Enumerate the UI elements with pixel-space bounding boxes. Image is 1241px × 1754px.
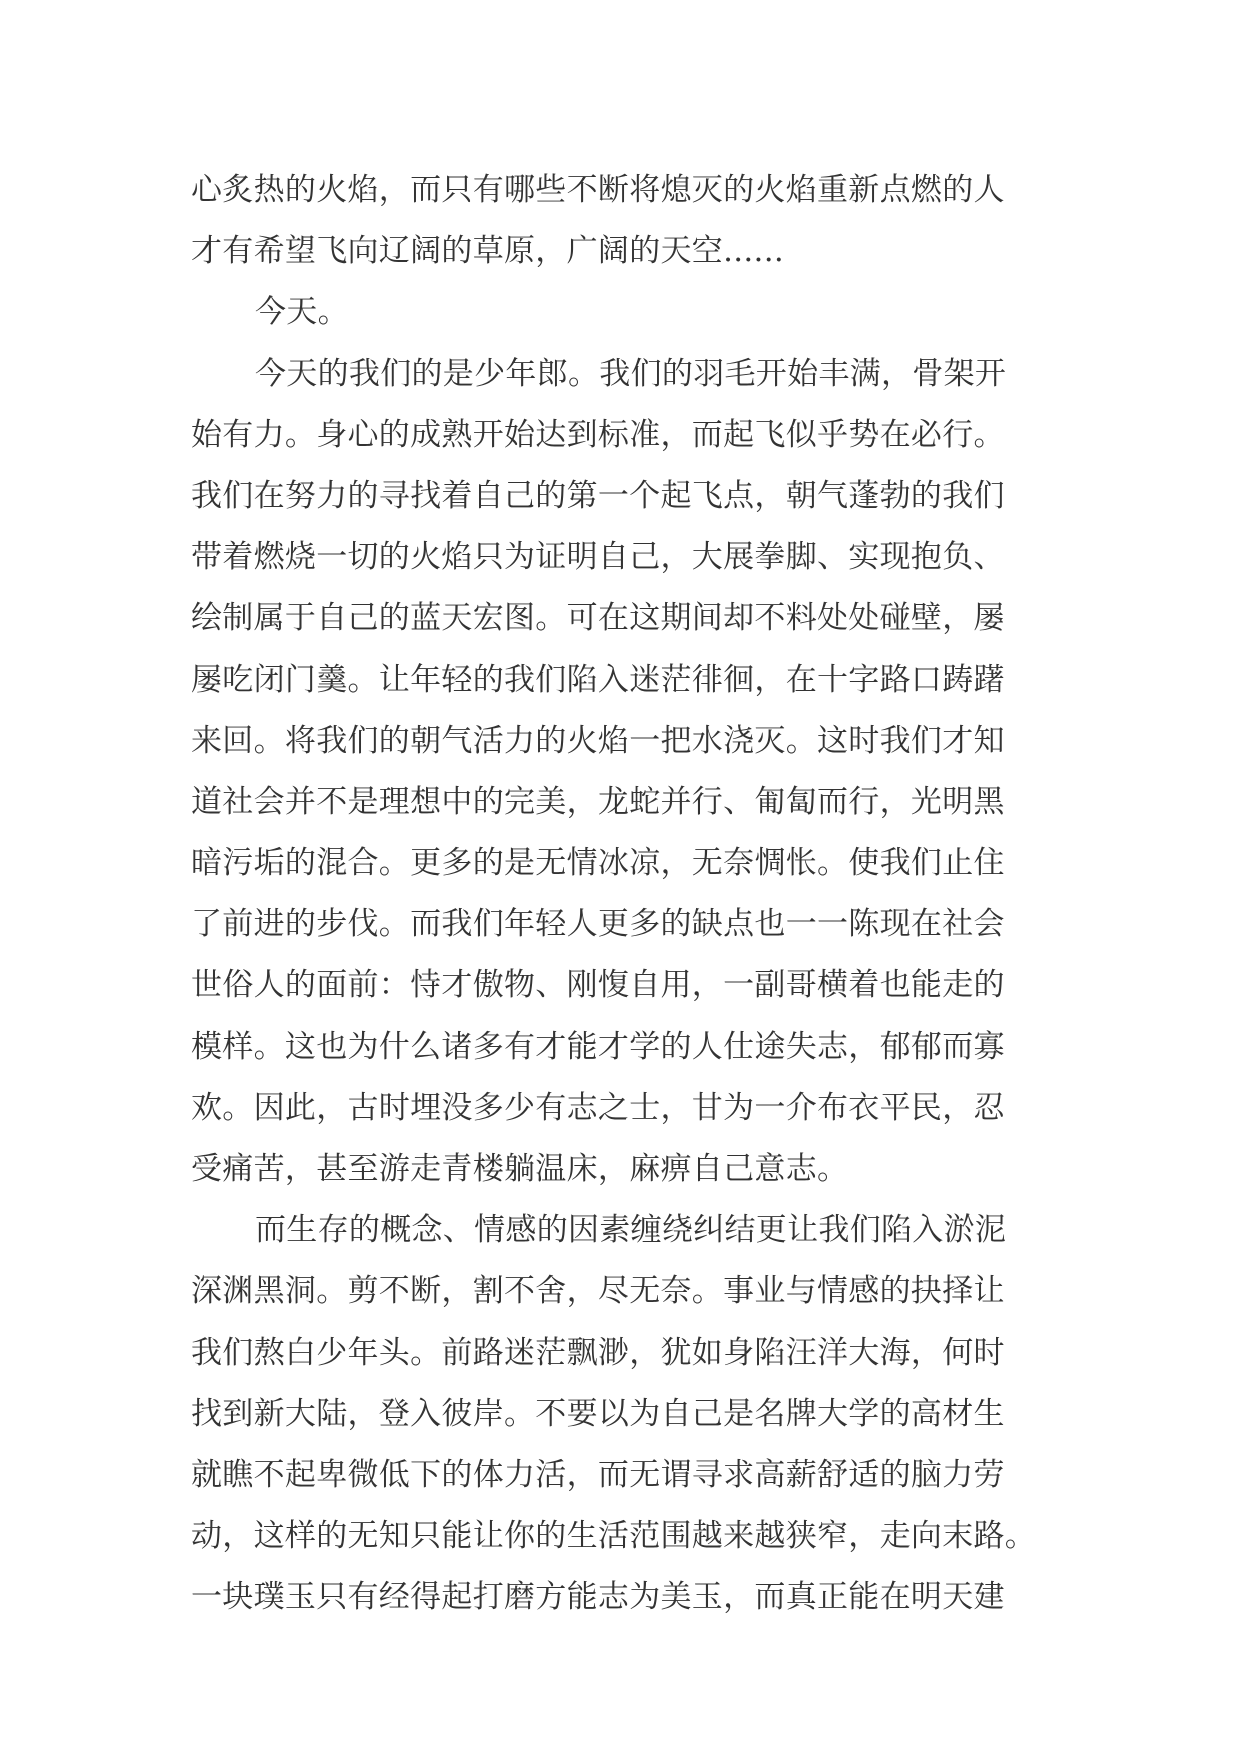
text-line: 世俗人的面前：恃才傲物、刚愎自用，一副哥横着也能走的 (191, 967, 1005, 1004)
text-line: 就瞧不起卑微低下的体力活，而无谓寻求高薪舒适的脑力劳 (191, 1456, 1005, 1493)
text-line: 找到新大陆，登入彼岸。不要以为自己是名牌大学的高材生 (191, 1395, 1005, 1432)
text-line: 暗污垢的混合。更多的是无情冰凉，无奈惆怅。使我们止住 (191, 845, 1005, 882)
text-line: 屡吃闭门羹。让年轻的我们陷入迷茫徘徊，在十字路口踌躇 (191, 661, 1005, 698)
text-line: 模样。这也为什么诸多有才能才学的人仕途失志，郁郁而寡 (191, 1028, 1005, 1065)
text-line: 来回。将我们的朝气活力的火焰一把水浇灭。这时我们才知 (191, 722, 1005, 759)
text-line: 今天的我们的是少年郎。我们的羽毛开始丰满，骨架开 (255, 355, 1007, 392)
text-line: 动，这样的无知只能让你的生活范围越来越狭窄，走向末路。 (191, 1518, 1037, 1555)
body-text (191, 160, 1061, 1629)
text-line: 今天。 (255, 294, 349, 331)
text-line: 绘制属于自己的蓝天宏图。可在这期间却不料处处碰壁，屡 (191, 600, 1005, 637)
text-line: 深渊黑洞。剪不断，割不舍，尽无奈。事业与情感的抉择让 (191, 1273, 1005, 1310)
text-line: 了前进的步伐。而我们年轻人更多的缺点也一一陈现在社会 (191, 906, 1005, 943)
text-line: 带着燃烧一切的火焰只为证明自己，大展拳脚、实现抱负、 (191, 539, 1005, 576)
text-line: 才有希望飞向辽阔的草原，广阔的天空...... (191, 233, 785, 270)
text-line: 欢。因此，古时埋没多少有志之士，甘为一介布衣平民，忍 (191, 1089, 1005, 1126)
text-line: 我们熬白少年头。前路迷茫飘渺，犹如身陷汪洋大海，何时 (191, 1334, 1005, 1371)
text-line: 道社会并不是理想中的完美，龙蛇并行、匍匐而行，光明黑 (191, 783, 1005, 820)
text-line: 心炙热的火焰，而只有哪些不断将熄灭的火焰重新点燃的人 (191, 172, 1005, 208)
text-line: 而生存的概念、情感的因素缠绕纠结更让我们陷入淤泥 (255, 1212, 1007, 1249)
text-line: 受痛苦，甚至游走青楼躺温床，麻痹自己意志。 (191, 1151, 849, 1187)
text-line: 一块璞玉只有经得起打磨方能志为美玉，而真正能在明天建 (191, 1579, 1005, 1616)
text-line: 我们在努力的寻找着自己的第一个起飞点，朝气蓬勃的我们 (191, 477, 1005, 514)
text-line: 始有力。身心的成熟开始达到标准，而起飞似乎势在必行。 (191, 416, 1005, 453)
